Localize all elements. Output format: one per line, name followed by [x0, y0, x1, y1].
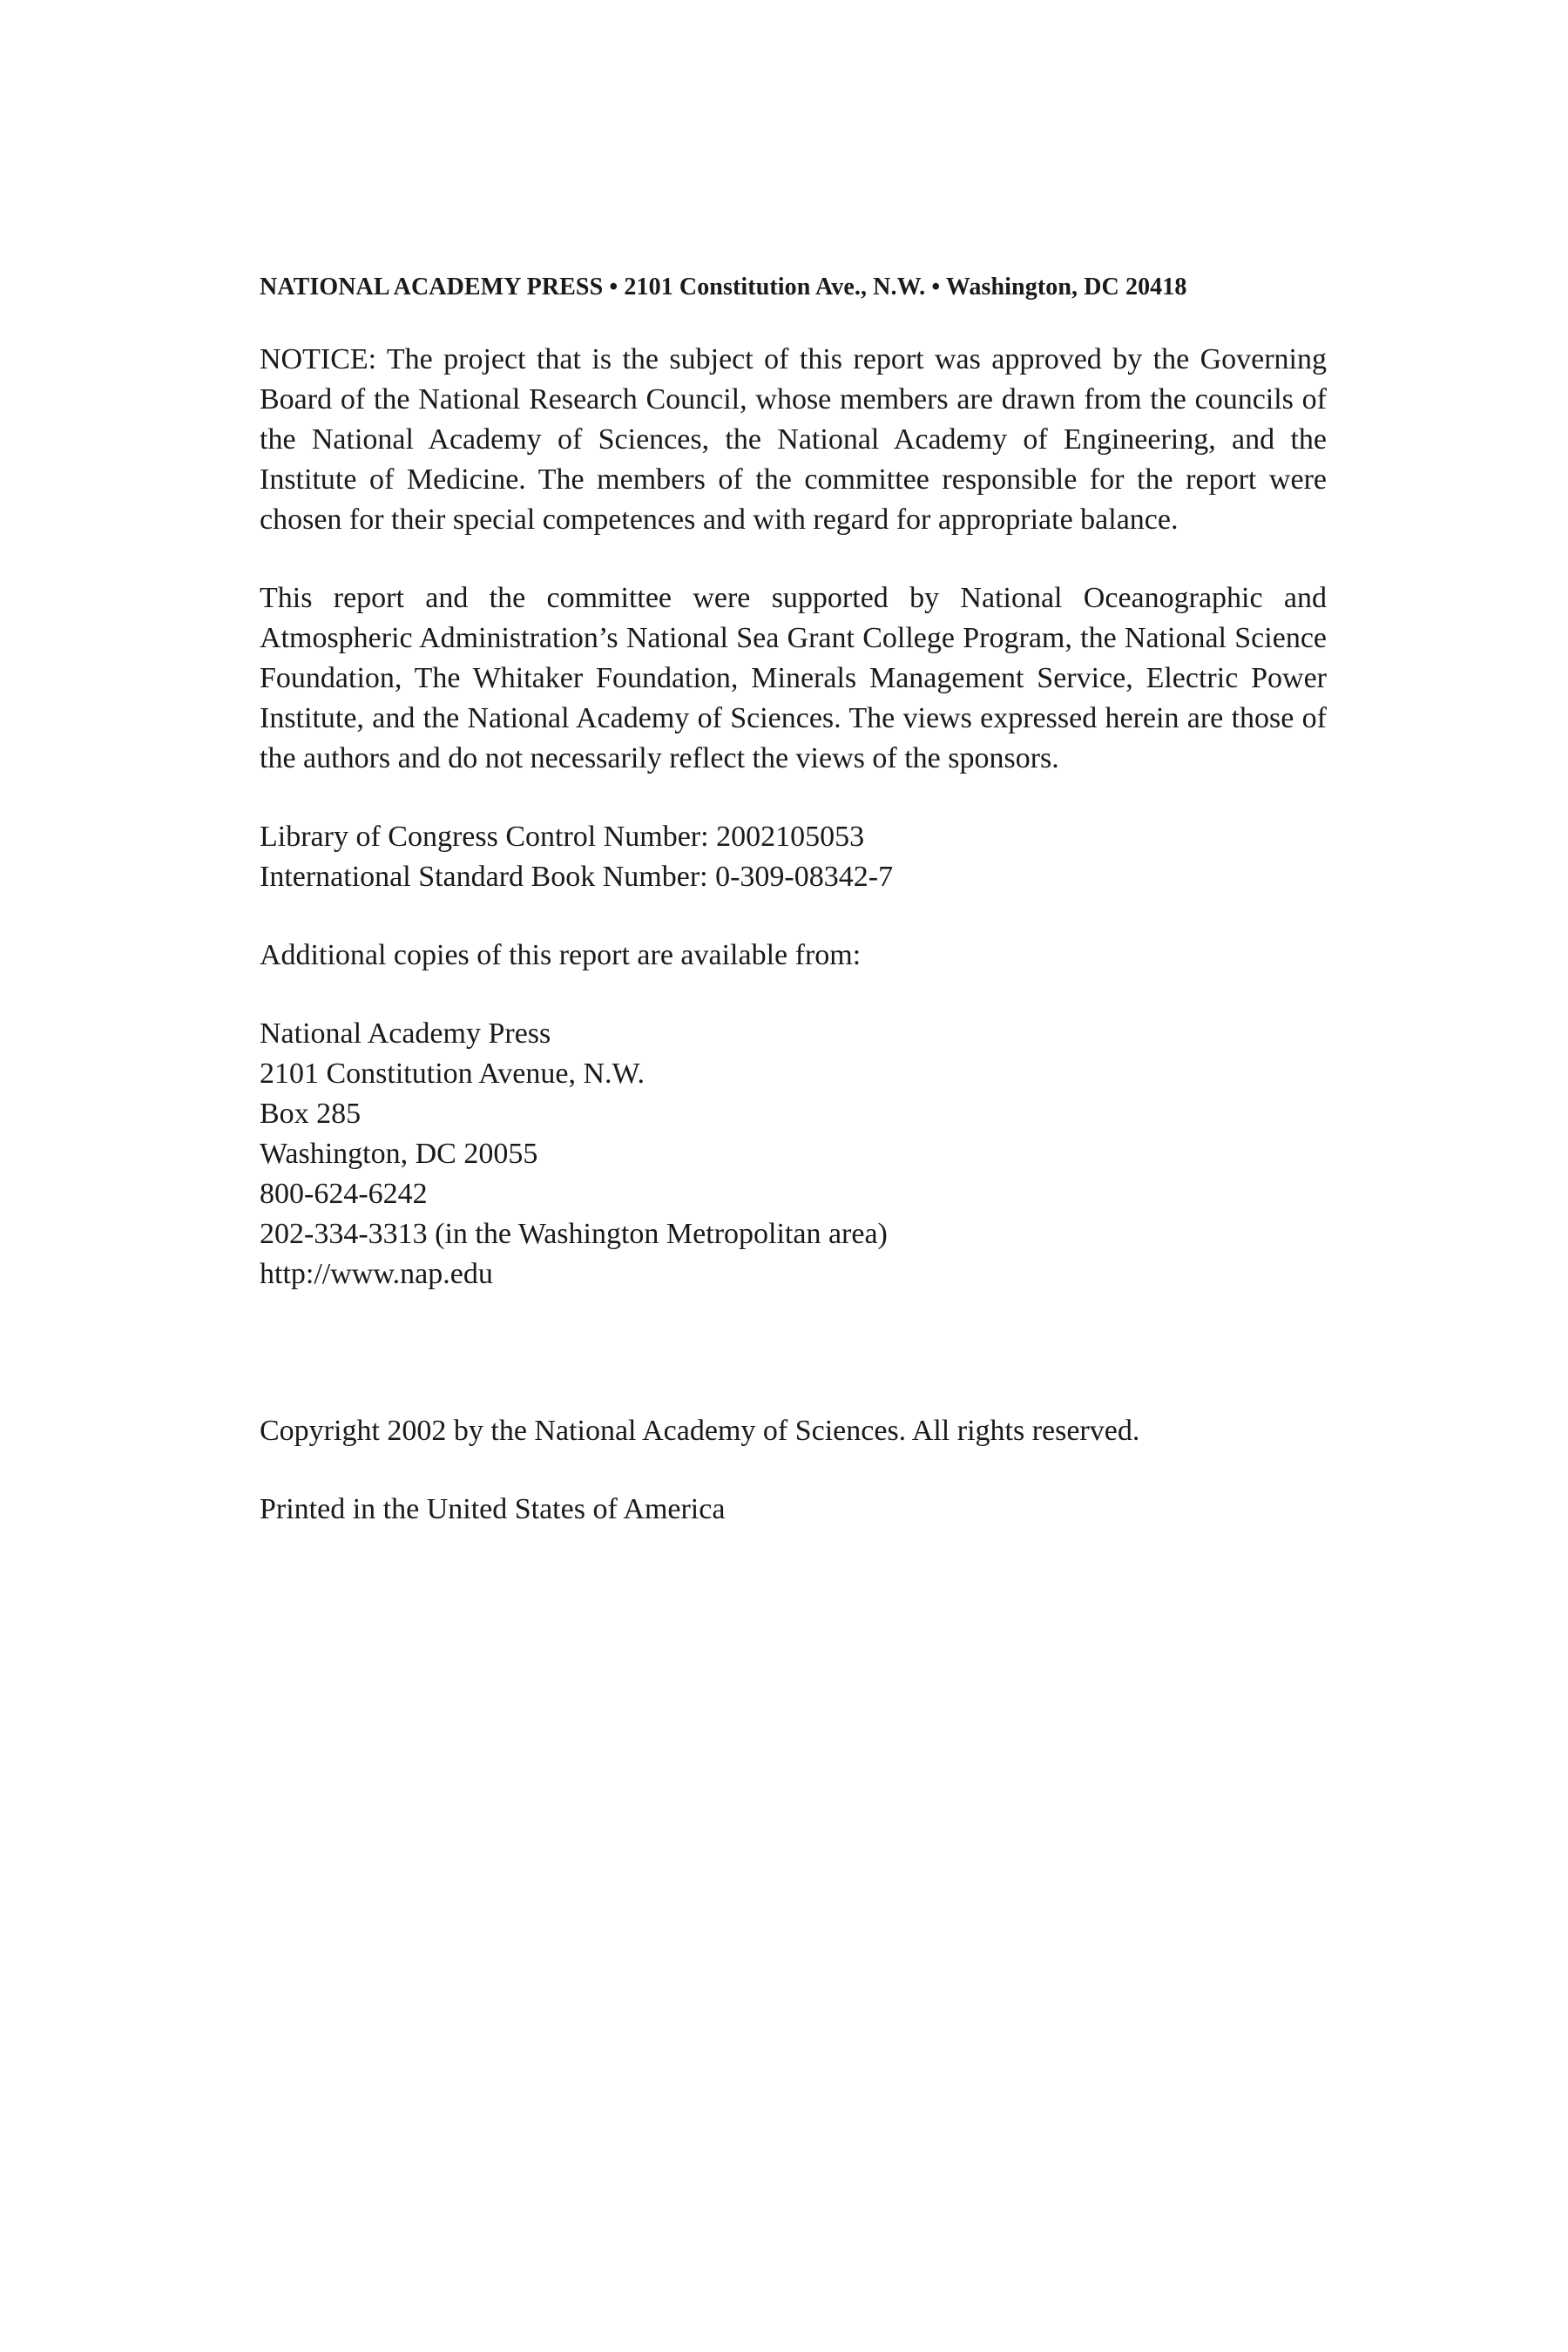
availability-line: Additional copies of this report are available from: — [260, 939, 862, 971]
address-name: National Academy Press — [260, 1017, 551, 1050]
address-phone-local: 202-334-3313 (in the Washington Metropolitan area) — [260, 1218, 888, 1250]
address-street: 2101 Constitution Avenue, N.W. — [260, 1058, 645, 1090]
publisher-header — [260, 270, 1327, 305]
page-content — [260, 270, 1327, 1568]
publisher-name: NATIONAL ACADEMY PRESS — [260, 274, 604, 301]
publisher-city: Washington, DC 20418 — [945, 274, 1187, 301]
bullet-separator-2: • — [931, 274, 941, 301]
address-city: Washington, DC 20055 — [260, 1138, 538, 1170]
bullet-separator-1: • — [609, 274, 618, 301]
printed-line: Printed in the United States of America — [260, 1493, 726, 1525]
address-url: http://www.nap.edu — [260, 1258, 493, 1290]
section-spacer — [260, 1333, 1327, 1411]
address-phone-tollfree: 800-624-6242 — [260, 1178, 428, 1210]
copyright-notice — [260, 1411, 1327, 1451]
support-paragraph: This report and the committee were supported by National Oceanographic and Atmospheric Administration’s National Sea Grant College Program, the National Science Foundation, The Whitaker Foundation, Minerals Management Service, Electric Power Institute, and the National Academy of Sciences. The views expressed herein are those of the authors and do not necessarily reflect the views of the sponsors. — [260, 582, 1327, 774]
printed-notice — [260, 1490, 1327, 1530]
ordering-address — [260, 1014, 1327, 1294]
publisher-street: 2101 Constitution Ave., N.W. — [624, 274, 926, 301]
notice-paragraph: NOTICE: The project that is the subject of this report was approved by the Governing Board of the National Research Council, whose members are drawn from the councils of the National Academy of Sciences, the National Academy of Engineering, and the Institute of Medicine. The members of the committee responsible for the report were chosen for their special competences and with regard for appropriate balance. — [260, 343, 1327, 536]
lccn-line: Library of Congress Control Number: 2002105053 — [260, 821, 865, 853]
isbn-line: International Standard Book Number: 0-309-08342-7 — [260, 861, 894, 893]
availability-note — [260, 936, 1327, 976]
copyright-line: Copyright 2002 by the National Academy of Sciences. All rights reserved. — [260, 1415, 1140, 1447]
address-box: Box 285 — [260, 1098, 362, 1130]
catalog-numbers — [260, 817, 1327, 897]
